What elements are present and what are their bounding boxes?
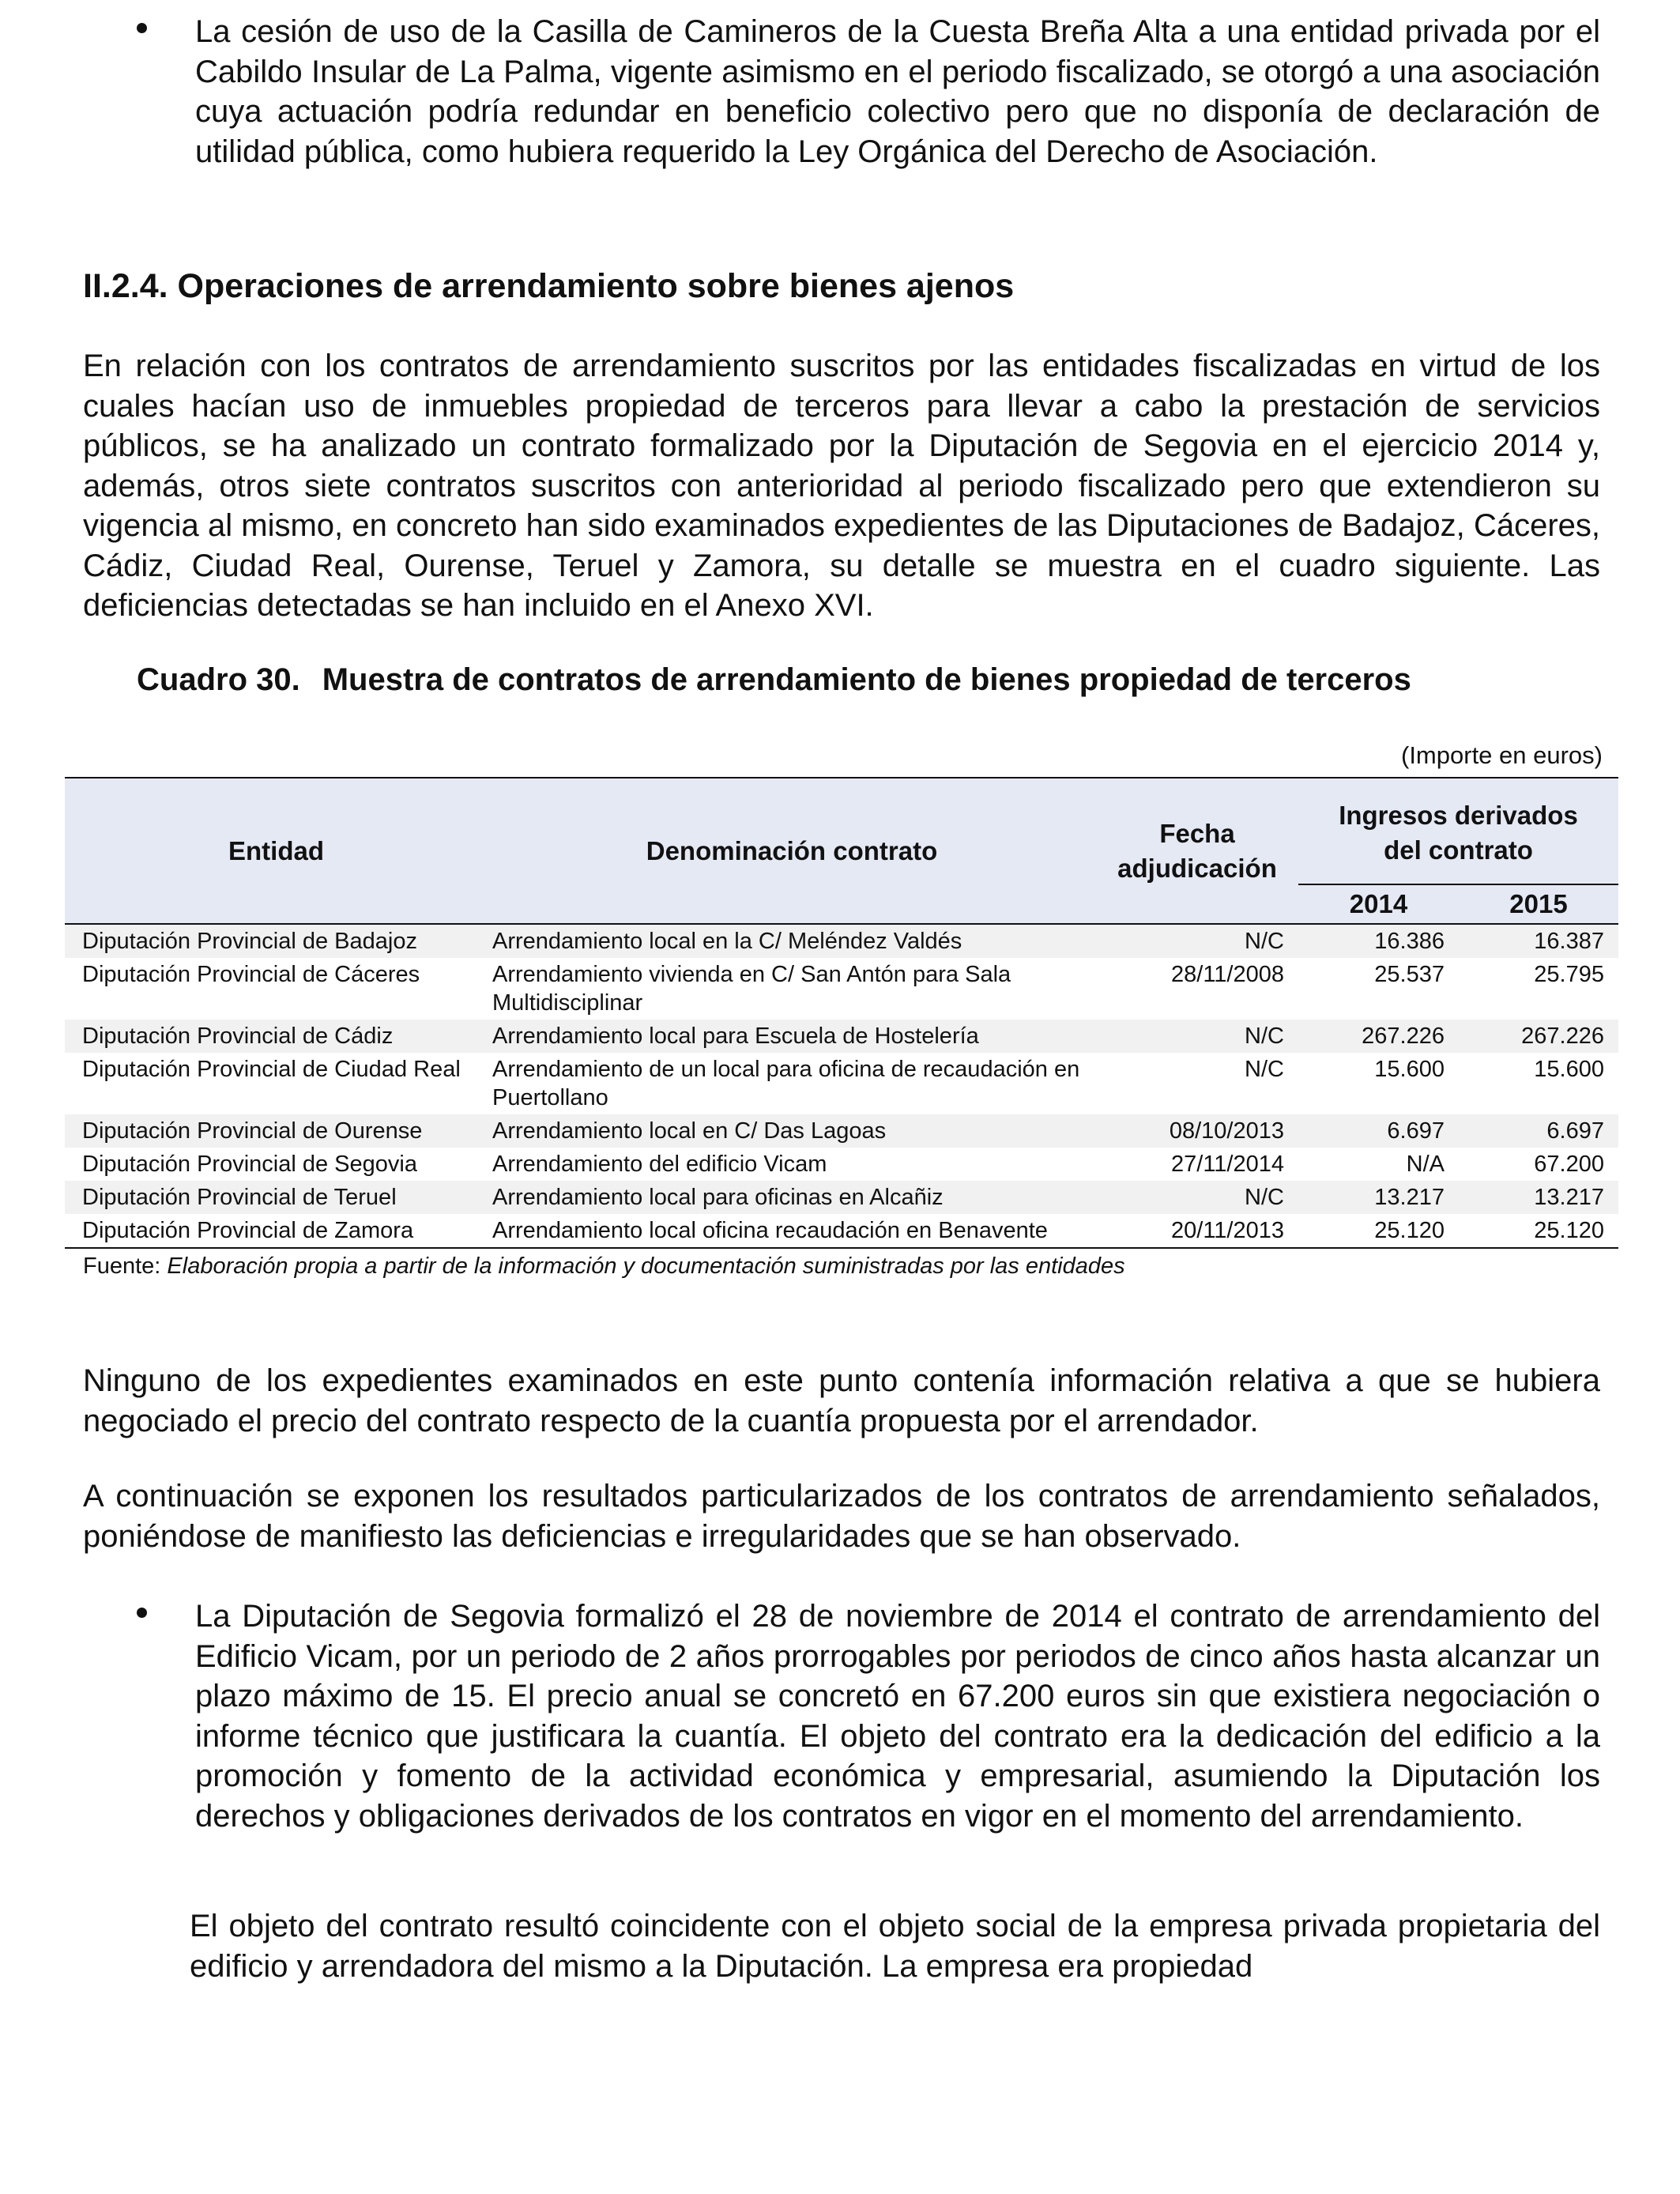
segovia-bullet-item bbox=[138, 1596, 1600, 1836]
cell-denominacion: Arrendamiento local para Escuela de Hostelería bbox=[492, 1023, 979, 1049]
paragraph-no-negotiation: Ninguno de los expedientes examinados en este punto contenía información relativa a que se hubiera negociado el precio del contrato respecto de la cuantía propuesta por el arrendador. bbox=[83, 1363, 1600, 1438]
section-heading: II.2.4. Operaciones de arrendamiento sobre bienes ajenos bbox=[83, 267, 1015, 305]
cell-denominacion: Arrendamiento local oficina recaudación en Benavente bbox=[488, 1214, 1096, 1248]
cell-denominacion: Arrendamiento local en C/ Das Lagoas bbox=[492, 1118, 887, 1144]
cell-2015: 25.795 bbox=[1534, 962, 1604, 987]
table-row bbox=[65, 1053, 1618, 1114]
cell-entidad: Diputación Provincial de Zamora bbox=[65, 1214, 488, 1248]
paragraph-contracts-intro: En relación con los contratos de arrendamiento suscritos por las entidades fiscalizadas en virtud de los cuales hacían uso de inmuebles propiedad de terceros para llevar a cabo la prestación de servicios públicos, se ha analizado un contrato formalizado por la Diputación de Segovia en el ejercicio 2014 y, además, otros siete contratos suscritos con anterioridad al periodo fiscalizado pero que extendieron su vigencia al mismo, en concreto han sido examinados expedientes de las Diputaciones de Badajoz, Cáceres, Cádiz, Ciudad Real, Ourense, Teruel y Zamora, su detalle se muestra en el cuadro siguiente. Las deficiencias detectadas se han incluido en el Anexo XVI. bbox=[83, 349, 1600, 623]
cell-2014: 6.697 bbox=[1387, 1118, 1445, 1144]
cell-2014: 16.386 bbox=[1298, 924, 1459, 958]
cell-denominacion: Arrendamiento del edificio Vicam bbox=[492, 1152, 827, 1177]
table-row bbox=[65, 924, 1618, 958]
table-caption-title: Muestra de contratos de arrendamiento de bienes propiedad de terceros bbox=[322, 662, 1411, 697]
cell-2014: 15.600 bbox=[1374, 1057, 1445, 1082]
contracts-table bbox=[65, 777, 1618, 1249]
cell-entidad: Diputación Provincial de Ourense bbox=[82, 1118, 423, 1144]
cell-entidad: Diputación Provincial de Segovia bbox=[82, 1152, 417, 1177]
cell-2015: 6.697 bbox=[1546, 1118, 1604, 1144]
table-caption bbox=[137, 662, 1411, 698]
table-row bbox=[65, 958, 1618, 1020]
cell-entidad: Diputación Provincial de Cádiz bbox=[82, 1023, 394, 1049]
cell-fecha: 27/11/2014 bbox=[1171, 1152, 1284, 1177]
cell-2015: 13.217 bbox=[1534, 1185, 1604, 1210]
header-entidad: Entidad bbox=[65, 778, 488, 924]
intro-bullet-text: La cesión de uso de la Casilla de Camineros de la Cuesta Breña Alta a una entidad privada por el Cabildo Insular de La Palma, vigente asimismo en el periodo fiscalizado, se otorgó a una asociación cuya actuación podría redundar en beneficio colectivo pero que no disponía de declaración de utilidad pública, como hubiera requerido la Ley Orgánica del Derecho de Asociación. bbox=[195, 14, 1600, 169]
header-2014: 2014 bbox=[1298, 884, 1459, 924]
cell-2015: 25.120 bbox=[1459, 1214, 1618, 1248]
cell-denominacion: Arrendamiento local para oficinas en Alcañiz bbox=[492, 1185, 944, 1210]
cell-fecha: 20/11/2013 bbox=[1096, 1214, 1298, 1248]
table-row bbox=[65, 1148, 1618, 1181]
cell-denominacion: Arrendamiento de un local para oficina de recaudación en Puertollano bbox=[492, 1057, 1080, 1110]
cell-2014: 267.226 bbox=[1362, 1023, 1445, 1049]
cell-entidad: Diputación Provincial de Ciudad Real bbox=[82, 1057, 461, 1082]
cell-fecha: N/C bbox=[1245, 1057, 1284, 1082]
cell-2015: 267.226 bbox=[1521, 1023, 1604, 1049]
segovia-bullet-text: La Diputación de Segovia formalizó el 28 de noviembre de 2014 el contrato de arrendamiento del Edificio Vicam, por un periodo de 2 años prorrogables por periodos de cinco años hasta alcanzar un plazo máximo de 15. El precio anual se concretó en 67.200 euros sin que existiera negociación o informe técnico que justificara la cuantía. El objeto del contrato era la dedicación del edificio a la promoción y fomento de la actividad económica y empresarial, asumiendo la Diputación los derechos y obligaciones derivados de los contratos en vigor en el momento del arrendamiento. bbox=[195, 1599, 1600, 1834]
cell-denominacion: Arrendamiento vivienda en C/ San Antón para Sala Multidisciplinar bbox=[492, 962, 1011, 1016]
header-ingresos: Ingresos derivados del contrato bbox=[1298, 778, 1618, 884]
cell-fecha: 08/10/2013 bbox=[1169, 1118, 1284, 1144]
cell-2015: 15.600 bbox=[1534, 1057, 1604, 1082]
cell-2014: 13.217 bbox=[1374, 1185, 1445, 1210]
table-units: (Importe en euros) bbox=[1401, 741, 1603, 769]
cell-entidad: Diputación Provincial de Teruel bbox=[82, 1185, 397, 1210]
cell-denominacion: Arrendamiento local en la C/ Meléndez Valdés bbox=[488, 924, 1096, 958]
source-text: Elaboración propia a partir de la información y documentación suministradas por las entidades bbox=[167, 1253, 1125, 1279]
table-source bbox=[83, 1253, 1125, 1280]
table-row bbox=[65, 1181, 1618, 1214]
cell-2015: 16.387 bbox=[1459, 924, 1618, 958]
cell-2014: N/A bbox=[1406, 1152, 1445, 1177]
cell-fecha: 28/11/2008 bbox=[1171, 962, 1284, 987]
cell-fecha: N/C bbox=[1096, 924, 1298, 958]
table-row bbox=[65, 1114, 1618, 1148]
paragraph-results-intro: A continuación se exponen los resultados particularizados de los contratos de arrendamiento señalados, poniéndose de manifiesto las deficiencias e irregularidades que se han observado. bbox=[83, 1479, 1600, 1554]
cell-2015: 67.200 bbox=[1534, 1152, 1604, 1177]
contracts-table-container bbox=[65, 777, 1618, 1249]
paragraph-contract-object: El objeto del contrato resultó coincidente con el objeto social de la empresa privada propietaria del edificio y arrendadora del mismo a la Diputación. La empresa era propiedad bbox=[190, 1909, 1600, 1984]
cell-fecha: N/C bbox=[1245, 1185, 1284, 1210]
bullet-icon bbox=[137, 23, 147, 33]
table-row bbox=[65, 1020, 1618, 1053]
intro-bullet-item bbox=[138, 12, 1600, 172]
cell-entidad: Diputación Provincial de Badajoz bbox=[65, 924, 488, 958]
bullet-icon bbox=[137, 1608, 147, 1618]
cell-2014: 25.120 bbox=[1298, 1214, 1459, 1248]
table-caption-label: Cuadro 30. bbox=[137, 662, 300, 697]
header-denominacion: Denominación contrato bbox=[488, 778, 1096, 924]
cell-2014: 25.537 bbox=[1374, 962, 1445, 987]
cell-entidad: Diputación Provincial de Cáceres bbox=[82, 962, 420, 987]
header-fecha: Fecha adjudicación bbox=[1096, 778, 1298, 924]
source-label: Fuente: bbox=[83, 1253, 161, 1279]
header-2015: 2015 bbox=[1459, 884, 1618, 924]
cell-fecha: N/C bbox=[1245, 1023, 1284, 1049]
table-row bbox=[65, 1214, 1618, 1248]
